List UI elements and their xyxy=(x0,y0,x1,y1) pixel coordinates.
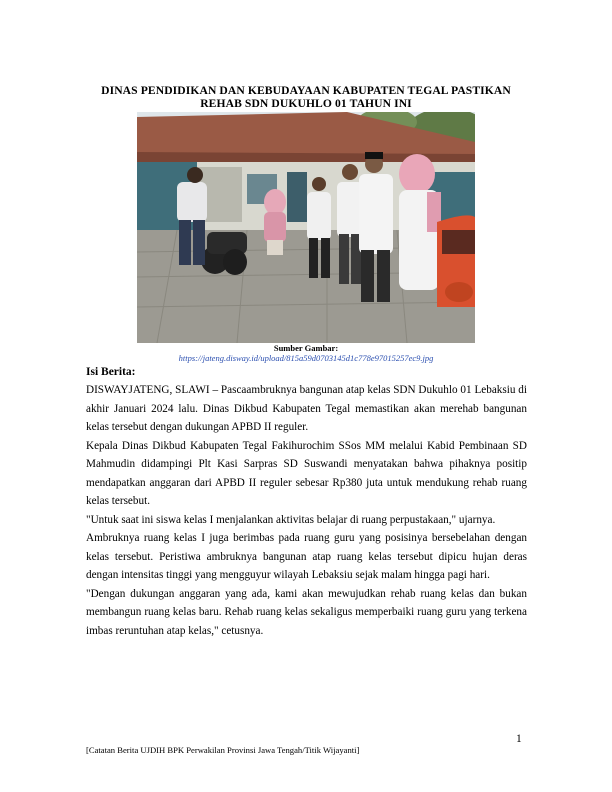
image-source-link[interactable]: https://jateng.disway.id/upload/815a59d0703145d1c778e97015257ec9.jpg xyxy=(178,353,434,363)
paragraph: DISWAYJATENG, SLAWI – Pascaambruknya bangunan atap kelas SDN Dukuhlo 01 Lebaksiu di akhir Januari 2024 lalu. Dinas Dikbud Kabupaten Tegal memastikan akan merehab bangunan kelas tersebut dengan dukungan APBD II reguler. xyxy=(86,384,527,433)
article-title: DINAS PENDIDIKAN DAN KEBUDAYAAN KABUPATEN TEGAL PASTIKAN REHAB SDN DUKUHLO 01 TAHUN INI xyxy=(101,84,511,110)
footer-note: [Catatan Berita UJDIH BPK Perwakilan Provinsi Jawa Tengah/Titik Wijayanti] xyxy=(86,745,360,755)
article-body xyxy=(86,381,527,640)
paragraph: "Dengan dukungan anggaran yang ada, kami akan mewujudkan rehab ruang kelas dan bukan membangun ruang kelas baru. Rehab ruang kelas sekaligus memperbaiki ruang guru yang terkena imbas reruntuhan atap kelas," cetusnya. xyxy=(86,587,527,637)
news-photo xyxy=(137,112,475,343)
image-caption-label: Sumber Gambar: xyxy=(273,343,339,353)
paragraph: Ambruknya ruang kelas I juga berimbas pada ruang guru yang posisinya bersebelahan dengan kelas tersebut. Peristiwa ambruknya bangunan atap ruang kelas tersebut dipicu hujan deras dengan intensitas tinggi yang mengguyur wilayah Lebaksiu sejak malam hingga pagi hari. xyxy=(86,532,527,581)
page-number: 1 xyxy=(516,733,522,745)
paragraph: Kepala Dinas Dikbud Kabupaten Tegal Fakihurochim SSos MM melalui Kabid Pembinaan SD Mahmudin didampingi Plt Kasi Sarpras SD Suswandi menyatakan bahwa pihaknya positip mendapatkan anggaran dari APBD II reguler sebesar Rp380 juta untuk mendukung rehab ruang kelas tersebut. xyxy=(86,439,527,507)
paragraph: "Untuk saat ini siswa kelas I menjalankan aktivitas belajar di ruang perpustakaan," ujarnya. xyxy=(86,513,496,526)
section-heading: Isi Berita: xyxy=(86,366,136,378)
